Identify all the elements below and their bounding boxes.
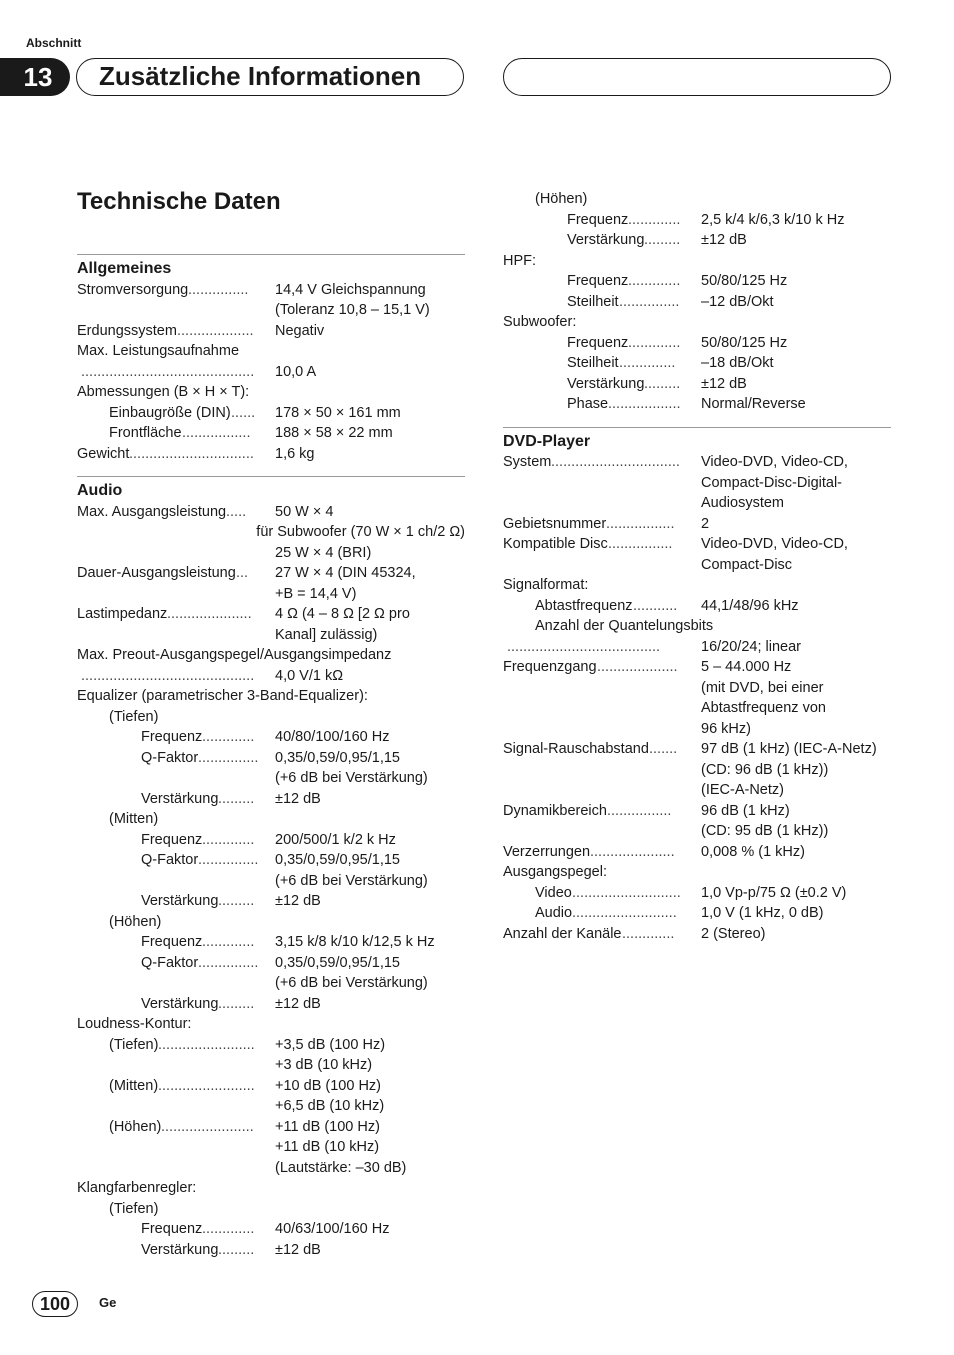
spec-label: Abtastfrequenz (535, 597, 633, 614)
dot-leader: ..................... (167, 606, 252, 622)
section-heading: DVD-Player (503, 432, 591, 450)
spec-value: 0,008 % (1 kHz) (701, 843, 805, 860)
spec-label: Anzahl der Kanäle (503, 925, 622, 942)
spec-value: 2 (701, 515, 710, 532)
spec-label: (Tiefen) (109, 708, 159, 725)
spec-value: 96 dB (1 kHz) (701, 802, 790, 819)
spec-row (77, 1178, 465, 1199)
spec-value: 2 (Stereo) (701, 925, 766, 942)
spec-label: Gebietsnummer (503, 515, 607, 532)
spec-row (77, 341, 465, 362)
spec-label: Video (535, 884, 572, 901)
spec-value: 0,35/0,59/0,95/1,15 (275, 954, 400, 971)
spec-row (77, 891, 465, 912)
spec-row (77, 1158, 465, 1179)
spec-row (77, 850, 465, 871)
spec-value: Video-DVD, Video-CD, (701, 454, 848, 470)
spec-row (503, 394, 891, 415)
spec-label: Frequenz (141, 729, 203, 745)
dot-leader: ......... (218, 893, 255, 909)
dot-leader: ............. (622, 925, 675, 942)
spec-value: 40/80/100/160 Hz (275, 729, 390, 745)
spec-row (503, 452, 891, 473)
spec-value: ±12 dB (701, 375, 747, 392)
dot-leader: .................. (608, 396, 681, 412)
spec-row (503, 842, 891, 863)
spec-label: Verstärkung (567, 375, 645, 392)
spec-value: 4,0 V/1 kΩ (275, 667, 344, 684)
spec-row (503, 189, 891, 210)
spec-row (77, 300, 465, 321)
dot-leader: ................................ (551, 454, 680, 470)
language-code: Ge (99, 1295, 117, 1310)
spec-row (77, 604, 465, 625)
spec-value: +10 dB (100 Hz) (275, 1077, 381, 1094)
spec-row (503, 862, 891, 883)
spec-row (77, 809, 465, 830)
spec-row (503, 760, 891, 781)
spec-row (503, 493, 891, 514)
spec-label: Verzerrungen (503, 843, 591, 860)
spec-row (77, 994, 465, 1015)
left-column (77, 254, 465, 1260)
spec-value: 3,15 k/8 k/10 k/12,5 k Hz (275, 934, 435, 950)
spec-row (503, 292, 891, 313)
spec-value: 0,35/0,59/0,95/1,15 (275, 852, 400, 868)
spec-value: 50/80/125 Hz (701, 334, 788, 351)
spec-row (503, 251, 891, 272)
spec-label: Max. Ausgangsleistung (77, 503, 227, 520)
chapter-title: Zusätzliche Informationen (76, 58, 464, 96)
dot-leader: ........................ (158, 1077, 255, 1094)
spec-row (77, 625, 465, 646)
spec-label: Subwoofer: (503, 314, 577, 330)
dot-leader: .......................... (572, 905, 677, 921)
spec-row (503, 514, 891, 535)
right-column (503, 189, 891, 944)
spec-value: ±12 dB (275, 790, 321, 807)
section-heading: Allgemeines (77, 260, 172, 277)
dot-leader: ............... (198, 852, 259, 868)
spec-label: Steilheit (567, 293, 619, 310)
dot-leader: ............... (619, 293, 680, 310)
spec-row (77, 1096, 465, 1117)
spec-value: Negativ (275, 322, 325, 339)
spec-row (77, 1199, 465, 1220)
chapter-number: 13 (0, 58, 70, 96)
spec-label: (Mitten) (109, 811, 159, 827)
spec-label: Frequenz (141, 831, 203, 848)
dot-leader: ................ (608, 536, 673, 552)
dot-leader: ...... (231, 404, 256, 421)
spec-value: 25 W × 4 (BRI) (275, 544, 372, 561)
spec-row (77, 953, 465, 974)
spec-value: 178 × 50 × 161 mm (275, 404, 401, 421)
spec-value: 4 Ω (4 – 8 Ω [2 Ω pro (275, 606, 410, 622)
dot-leader: ............. (202, 729, 255, 745)
spec-value: –12 dB/Okt (701, 293, 774, 310)
spec-label: Equalizer (parametrischer 3-Band-Equalizer): (77, 688, 368, 704)
spec-row (77, 932, 465, 953)
dot-leader: ............. (628, 211, 681, 228)
dot-leader: ...................................... (507, 638, 661, 655)
spec-row (503, 374, 891, 395)
spec-row (503, 271, 891, 292)
spec-section (503, 189, 891, 415)
spec-value: ±12 dB (275, 1241, 321, 1258)
spec-row (503, 637, 891, 658)
spec-label: (Tiefen) (109, 1036, 159, 1053)
spec-value: (IEC-A-Netz) (701, 782, 784, 798)
spec-row (77, 707, 465, 728)
spec-row (77, 666, 465, 687)
spec-row (503, 210, 891, 231)
spec-value: (Lautstärke: –30 dB) (275, 1159, 407, 1176)
dot-leader: ........................................... (81, 667, 255, 684)
spec-row (77, 1076, 465, 1097)
spec-label: Klangfarbenregler: (77, 1180, 197, 1196)
dot-leader: ......... (218, 995, 255, 1012)
spec-label: Verstärkung (141, 893, 219, 909)
spec-value: 97 dB (1 kHz) (IEC-A-Netz) (701, 741, 877, 757)
spec-value: 0,35/0,59/0,95/1,15 (275, 749, 400, 766)
spec-value: 188 × 58 × 22 mm (275, 425, 393, 441)
spec-value: 1,6 kg (275, 445, 315, 462)
spec-label: Ausgangspegel: (503, 864, 607, 880)
spec-row (77, 1240, 465, 1261)
spec-row (503, 230, 891, 251)
spec-label: System (503, 454, 552, 470)
spec-row (503, 555, 891, 576)
spec-row (77, 830, 465, 851)
spec-row (77, 871, 465, 892)
spec-row (77, 280, 465, 301)
dot-leader: ....................... (161, 1118, 254, 1135)
spec-label: HPF: (503, 252, 537, 269)
spec-section (503, 427, 891, 945)
spec-row (77, 584, 465, 605)
spec-row (77, 543, 465, 564)
spec-label: Verstärkung (141, 1241, 219, 1258)
dot-leader: ........................... (572, 884, 681, 901)
spec-row (77, 768, 465, 789)
spec-value: 16/20/24; linear (701, 638, 801, 655)
spec-value: Audiosystem (701, 495, 785, 511)
spec-value: +11 dB (10 kHz) (275, 1139, 380, 1155)
spec-row (77, 362, 465, 383)
spec-label: Anzahl der Quantelungsbits (535, 618, 714, 634)
spec-row (503, 534, 891, 555)
dot-leader: ............... (198, 749, 259, 766)
spec-row (77, 727, 465, 748)
spec-value: für Subwoofer (70 W × 1 ch/2 Ω) (256, 524, 465, 540)
dot-leader: ..... (226, 503, 247, 520)
spec-value: 5 – 44.000 Hz (701, 659, 792, 675)
spec-value: 50 W × 4 (275, 503, 334, 520)
spec-label: Stromversorgung (77, 281, 189, 298)
spec-value: (+6 dB bei Verstärkung) (275, 770, 428, 786)
spec-row (77, 912, 465, 933)
spec-label: (Höhen) (109, 1118, 162, 1135)
spec-row (503, 719, 891, 740)
spec-value: 44,1/48/96 kHz (701, 597, 799, 614)
spec-label: Erdungssystem (77, 322, 177, 339)
spec-section (77, 254, 465, 464)
spec-label: Einbaugröße (DIN) (109, 404, 231, 421)
spec-label: Frequenz (567, 211, 629, 228)
spec-row (77, 1219, 465, 1240)
spec-value: 96 kHz) (701, 720, 751, 737)
spec-value: Compact-Disc-Digital- (701, 474, 842, 491)
dot-leader: ......... (644, 375, 681, 392)
spec-label: Verstärkung (567, 232, 645, 248)
spec-row (77, 522, 465, 543)
spec-row (503, 353, 891, 374)
spec-row (77, 502, 465, 523)
spec-label: Frequenz (141, 1221, 203, 1237)
spec-row (503, 698, 891, 719)
spec-row (503, 739, 891, 760)
spec-label: Dauer-Ausgangsleistung (77, 565, 236, 581)
dot-leader: ........................................... (81, 363, 255, 380)
spec-label: Abmessungen (B × H × T): (77, 384, 250, 400)
spec-value: ±12 dB (701, 232, 747, 248)
spec-label: (Tiefen) (109, 1200, 159, 1217)
spec-value: +11 dB (100 Hz) (275, 1118, 380, 1135)
spec-row (503, 657, 891, 678)
spec-row (503, 801, 891, 822)
spec-label: Frequenz (567, 334, 629, 351)
spec-value: +B = 14,4 V) (275, 585, 357, 602)
dot-leader: ................ (607, 802, 672, 819)
spec-row (503, 616, 891, 637)
chapter-header-empty-box (503, 58, 891, 96)
spec-row (77, 444, 465, 465)
spec-label: Frontfläche (109, 425, 182, 441)
spec-value: ±12 dB (275, 893, 321, 909)
spec-value: 200/500/1 k/2 k Hz (275, 831, 396, 848)
spec-value: (mit DVD, bei einer (701, 679, 824, 696)
spec-label: Verstärkung (141, 995, 219, 1012)
spec-label: Signalformat: (503, 577, 589, 593)
dot-leader: .............. (619, 355, 676, 371)
spec-value: Compact-Disc (701, 556, 793, 573)
dot-leader: ......... (644, 232, 681, 248)
spec-value: +6,5 dB (10 kHz) (275, 1098, 385, 1114)
spec-label: (Höhen) (535, 191, 588, 207)
spec-label: Q-Faktor (141, 954, 199, 971)
dot-leader: ................... (177, 322, 254, 339)
spec-row (503, 312, 891, 333)
dot-leader: ....... (649, 741, 678, 757)
spec-row (503, 596, 891, 617)
dot-leader: ................. (606, 515, 675, 532)
spec-value: (CD: 96 dB (1 kHz)) (701, 761, 829, 778)
dot-leader: ............. (202, 934, 255, 950)
spec-label: Q-Faktor (141, 852, 199, 868)
spec-row (77, 1014, 465, 1035)
spec-value: 40/63/100/160 Hz (275, 1221, 390, 1237)
spec-row (77, 423, 465, 444)
spec-value: Normal/Reverse (701, 396, 806, 412)
spec-label: (Mitten) (109, 1077, 159, 1094)
dot-leader: ........................ (158, 1036, 255, 1053)
dot-leader: ............. (202, 1221, 255, 1237)
spec-value: 27 W × 4 (DIN 45324, (275, 565, 416, 581)
spec-label: Audio (535, 905, 573, 921)
dot-leader: ......... (218, 1241, 255, 1258)
spec-row (77, 403, 465, 424)
dot-leader: ................. (182, 425, 251, 441)
spec-value: +3,5 dB (100 Hz) (275, 1036, 386, 1053)
spec-label: Max. Leistungsaufnahme (77, 343, 240, 359)
spec-label: Phase (567, 396, 609, 412)
dot-leader: ............... (188, 281, 249, 298)
spec-row (503, 883, 891, 904)
spec-value: 50/80/125 Hz (701, 273, 788, 289)
spec-value: 14,4 V Gleichspannung (275, 281, 426, 298)
spec-row (503, 780, 891, 801)
spec-value: 1,0 Vp-p/75 Ω (±0.2 V) (701, 884, 847, 901)
dot-leader: ............... (198, 954, 259, 971)
spec-row (503, 473, 891, 494)
spec-row (503, 903, 891, 924)
spec-row (503, 333, 891, 354)
spec-label: Loudness-Kontur: (77, 1016, 192, 1032)
spec-row (77, 321, 465, 342)
spec-label: Gewicht (77, 445, 130, 462)
spec-label: Frequenz (567, 273, 629, 289)
spec-value: Video-DVD, Video-CD, (701, 536, 848, 552)
spec-row (503, 821, 891, 842)
page-title: Technische Daten (77, 188, 281, 215)
spec-label: Verstärkung (141, 790, 219, 807)
spec-value: (Toleranz 10,8 – 15,1 V) (275, 302, 430, 318)
spec-section (77, 476, 465, 1260)
spec-row (77, 382, 465, 403)
spec-label: Q-Faktor (141, 749, 199, 766)
spec-label: Dynamikbereich (503, 802, 607, 819)
spec-label: Steilheit (567, 355, 619, 371)
spec-row (77, 1055, 465, 1076)
spec-value: (+6 dB bei Verstärkung) (275, 872, 428, 889)
dot-leader: ............. (202, 831, 255, 848)
spec-row (503, 678, 891, 699)
spec-value: +3 dB (10 kHz) (275, 1057, 373, 1073)
spec-value: (CD: 95 dB (1 kHz)) (701, 823, 829, 839)
spec-label: Signal-Rauschabstand (503, 741, 649, 757)
dot-leader: ......... (218, 790, 255, 807)
spec-row (77, 645, 465, 666)
section-label: Abschnitt (26, 36, 82, 50)
spec-label: Max. Preout-Ausgangspegel/Ausgangsimpedanz (77, 647, 392, 663)
spec-row (503, 575, 891, 596)
spec-row (77, 1137, 465, 1158)
spec-row (77, 563, 465, 584)
spec-row (77, 1117, 465, 1138)
spec-row (503, 924, 891, 945)
spec-value: (+6 dB bei Verstärkung) (275, 975, 428, 991)
spec-row (77, 1035, 465, 1056)
spec-label: (Höhen) (109, 913, 162, 930)
section-heading: Audio (77, 482, 123, 499)
dot-leader: ............. (628, 273, 681, 289)
spec-row (77, 748, 465, 769)
spec-label: Frequenz (141, 934, 203, 950)
spec-row (77, 973, 465, 994)
dot-leader: .................... (597, 659, 678, 675)
spec-value: 10,0 A (275, 363, 317, 380)
spec-value: –18 dB/Okt (701, 355, 774, 371)
spec-label: Frequenzgang (503, 659, 597, 675)
spec-value: ±12 dB (275, 995, 321, 1012)
spec-row (77, 789, 465, 810)
dot-leader: ..................... (590, 843, 675, 860)
spec-value: Kanal] zulässig) (275, 626, 378, 643)
spec-value: Abtastfrequenz von (701, 700, 826, 716)
dot-leader: ........... (633, 597, 678, 614)
spec-row (77, 686, 465, 707)
spec-label: Kompatible Disc (503, 536, 608, 552)
page-number: 100 (32, 1291, 78, 1317)
dot-leader: ... (236, 565, 249, 581)
dot-leader: ............................... (129, 445, 254, 462)
dot-leader: ............. (628, 334, 681, 351)
spec-value: 2,5 k/4 k/6,3 k/10 k Hz (701, 211, 845, 228)
spec-value: 1,0 V (1 kHz, 0 dB) (701, 905, 824, 921)
spec-label: Lastimpedanz (77, 606, 168, 622)
